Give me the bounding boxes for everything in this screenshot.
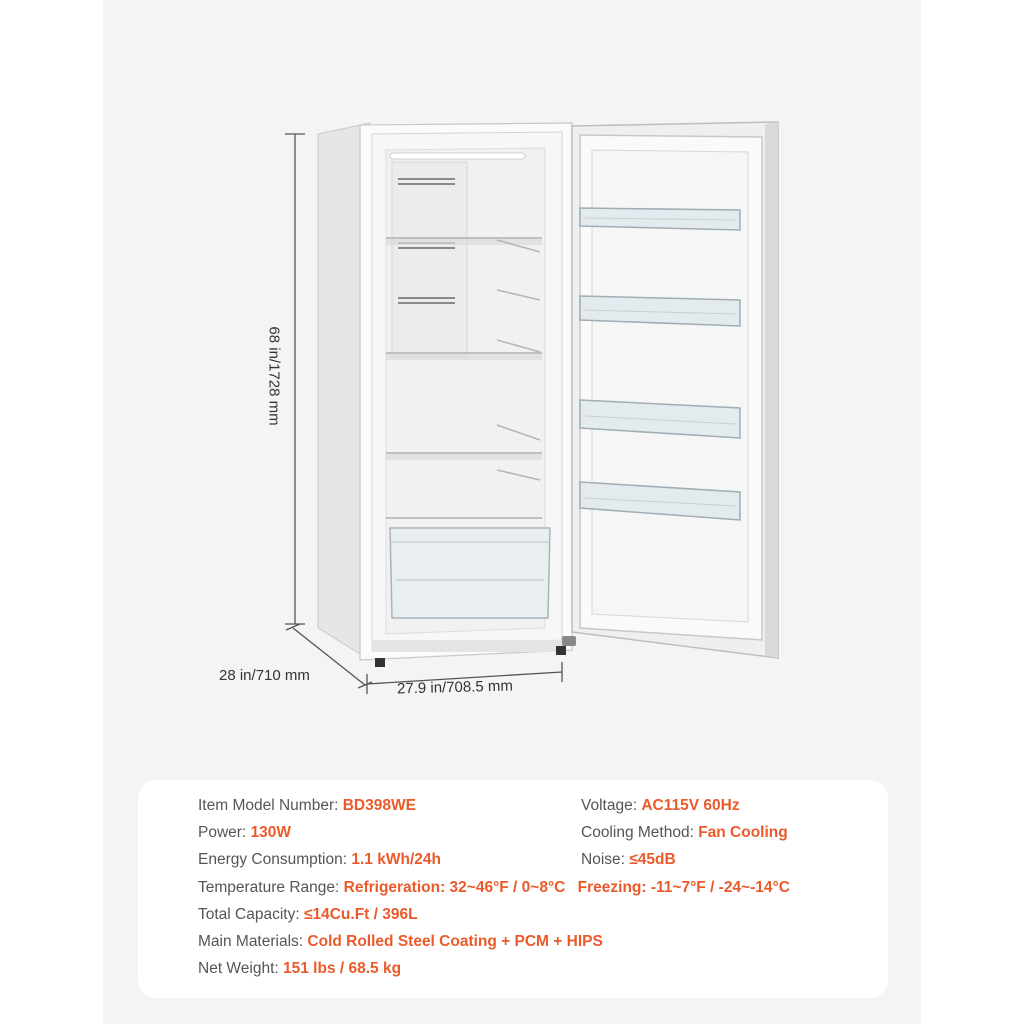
depth-dimension-label: 28 in/710 mm xyxy=(219,667,310,684)
spec-noise-label: Noise: xyxy=(581,851,625,868)
spec-cooling xyxy=(581,823,788,843)
width-dimension-label: 27.9 in/708.5 mm xyxy=(396,677,514,698)
spec-temperature xyxy=(198,878,790,898)
spec-refrigeration-value: Refrigeration: 32~46°F / 0~8°C xyxy=(343,879,566,896)
spec-energy-value: 1.1 kWh/24h xyxy=(351,851,441,868)
spec-voltage-value: AC115V 60Hz xyxy=(641,797,740,814)
open-door xyxy=(572,122,778,658)
spec-materials-label: Main Materials: xyxy=(198,933,304,950)
spec-model xyxy=(198,796,416,816)
spec-capacity xyxy=(198,905,418,925)
spec-cooling-value: Fan Cooling xyxy=(698,824,788,841)
spec-capacity-label: Total Capacity: xyxy=(198,906,300,923)
spec-freezing-value: Freezing: -11~7°F / -24~-14°C xyxy=(577,879,790,896)
height-dimension-label: 68 in/1728 mm xyxy=(265,326,283,426)
spec-noise-value: ≤45dB xyxy=(629,851,676,868)
spec-cooling-label: Cooling Method: xyxy=(581,824,694,841)
spec-model-label: Item Model Number: xyxy=(198,797,339,814)
spec-power-value: 130W xyxy=(250,824,292,841)
spec-weight-value: 151 lbs / 68.5 kg xyxy=(283,960,402,977)
spec-power-label: Power: xyxy=(198,824,247,841)
height-dimension-line xyxy=(285,134,305,624)
spec-noise xyxy=(581,850,676,870)
spec-weight xyxy=(198,959,401,979)
spec-voltage xyxy=(581,796,740,816)
spec-materials-value: Cold Rolled Steel Coating + PCM + HIPS xyxy=(307,933,603,950)
spec-power xyxy=(198,823,291,843)
spec-weight-label: Net Weight: xyxy=(198,960,279,977)
spec-card xyxy=(138,780,888,998)
spec-capacity-value: ≤14Cu.Ft / 396L xyxy=(303,906,418,923)
spec-energy xyxy=(198,850,441,870)
spec-materials xyxy=(198,932,603,952)
cabinet-body xyxy=(318,123,576,667)
spec-model-value: BD398WE xyxy=(342,797,416,814)
spec-voltage-label: Voltage: xyxy=(581,797,638,814)
spec-energy-label: Energy Consumption: xyxy=(198,851,348,868)
spec-temperature-label: Temperature Range: xyxy=(198,879,340,896)
